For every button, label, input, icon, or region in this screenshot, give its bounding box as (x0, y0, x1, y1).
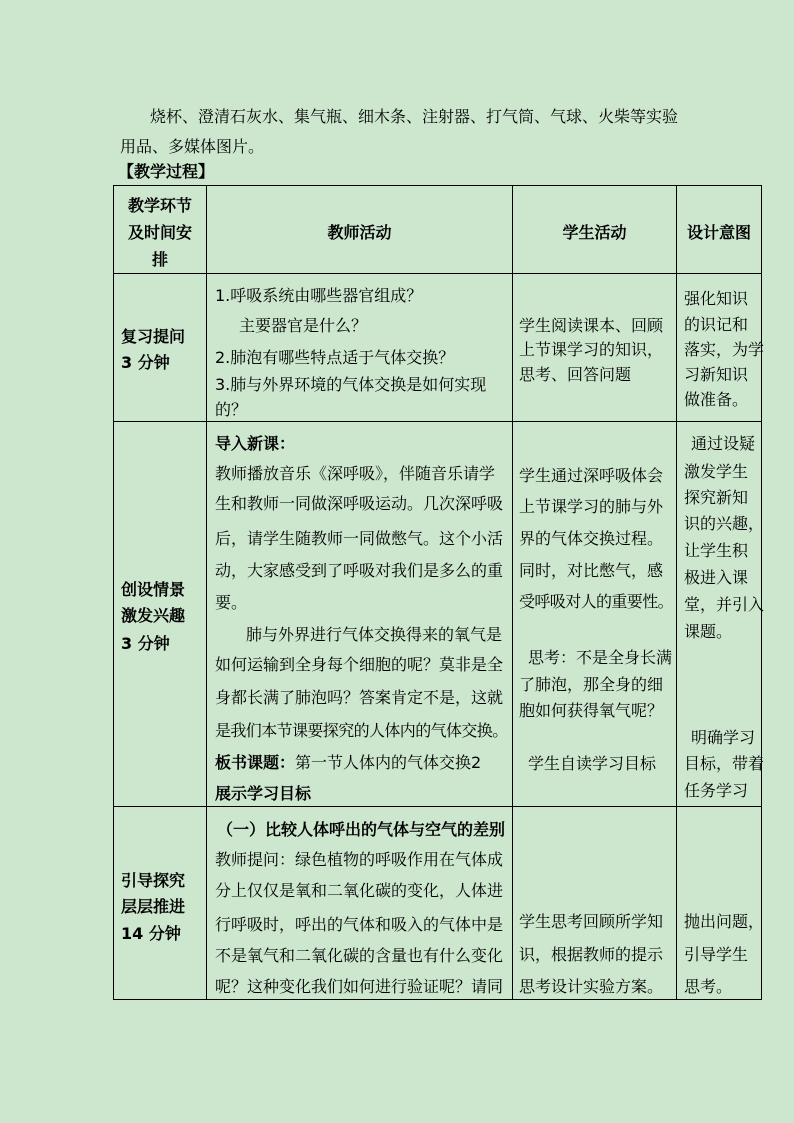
intro-new-lesson-label: 导入新课： (215, 434, 296, 453)
intent-line: 通过设疑 (691, 434, 756, 453)
teacher-line: 2.肺泡有哪些特点适于气体交换？ (215, 348, 455, 367)
intent-line: 探究新知 (684, 488, 749, 507)
student-line: 学生阅读课本、回顾 (519, 316, 664, 335)
student-line: 思考设计实验方案。 (519, 977, 664, 996)
stage-line: 层层推进 (121, 897, 186, 916)
row2-stage-cell (114, 422, 207, 807)
row2-student-cell (513, 422, 677, 807)
intent-line: 极进入课 (684, 568, 749, 587)
stage-line: 激发兴趣 (121, 606, 186, 625)
intent-line: 的识记和 (684, 315, 749, 334)
header-stage-line: 及时间安 (127, 223, 192, 242)
lesson-process-table (113, 185, 765, 1000)
teacher-line: 教师提问：绿色植物的呼吸作用在气体成 (215, 850, 504, 869)
teacher-line: 3.肺与外界环境的气体交换是如何实现 (215, 375, 487, 394)
intent-line: 目标，带着 (684, 754, 765, 773)
subsection-heading: （一）比较人体呼出的气体与空气的差别 (217, 820, 506, 839)
intent-line: 落实，为学 (684, 340, 765, 359)
stage-line: 14 分钟 (121, 924, 181, 943)
intent-line: 强化知识 (684, 289, 749, 308)
row3-student-cell (513, 807, 677, 1000)
student-line: 思考、回答问题 (519, 365, 632, 384)
teacher-line: 不是氧气和二氧化碳的含量也有什么变化 (215, 946, 504, 965)
intent-line: 识的兴趣， (684, 514, 765, 533)
teacher-line: 如何运输到全身每个细胞的呢？莫非是全 (215, 655, 504, 674)
intent-line: 堂，并引入 (684, 595, 765, 614)
student-line: 同时，对比憋气，感 (519, 561, 664, 580)
student-line: 学生思考回顾所学知 (519, 912, 664, 931)
teacher-line: 肺与外界进行气体交换得来的氧气是 (246, 625, 503, 644)
teacher-line: 是我们本节课要探究的人体内的气体交换。 (215, 721, 508, 740)
teacher-line: 1.呼吸系统由哪些器官组成？ (215, 286, 423, 305)
header-student-label: 学生活动 (562, 223, 627, 242)
materials-line-1: 烧杯、澄清石灰水、集气瓶、细木条、注射器、打气筒、气球、火柴等实验 (150, 107, 679, 126)
stage-line: 3 分钟 (121, 353, 170, 372)
teacher-line: 后，请学生随教师一同做憋气。这个小活 (215, 529, 504, 548)
student-line: 界的气体交换过程。 (519, 529, 664, 548)
header-teacher-label: 教师活动 (327, 223, 392, 242)
student-line: 思考：不是全身长满 (528, 648, 673, 667)
student-line: 胞如何获得氧气呢？ (519, 701, 664, 720)
intent-line: 明确学习 (691, 728, 756, 747)
header-stage-line: 排 (151, 250, 168, 269)
teacher-line: 要。 (215, 593, 248, 612)
header-stage-line: 教学环节 (127, 196, 192, 215)
intent-line: 激发学生 (684, 462, 749, 481)
student-line: 学生通过深呼吸体会 (519, 466, 664, 485)
intent-line: 抛出问题， (684, 912, 765, 931)
intent-line: 习新知识 (684, 365, 749, 384)
row3-stage-cell (114, 807, 207, 1000)
stage-line: 引导探究 (121, 871, 186, 890)
header-intent-label: 设计意图 (686, 223, 751, 242)
intent-line: 让学生积 (684, 541, 749, 560)
intent-line: 做准备。 (684, 390, 749, 409)
show-objectives-label: 展示学习目标 (215, 784, 312, 803)
intent-line: 任务学习 (684, 781, 749, 800)
intent-line: 课题。 (684, 622, 733, 641)
student-line: 上节课学习的肺与外 (519, 497, 664, 516)
stage-line: 创设情景 (121, 580, 186, 599)
section-heading: 【教学过程】 (118, 162, 215, 181)
row1-teacher-cell (207, 274, 513, 422)
teacher-line: 身都长满了肺泡吗？答案肯定不是，这就 (215, 688, 504, 707)
student-line: 识，根据教师的提示 (519, 945, 664, 964)
row3-intent-cell (677, 807, 765, 1000)
teacher-line: 呢？这种变化我们如何进行验证呢？请同 (215, 977, 504, 996)
header-intent-cell (677, 186, 762, 274)
row1-intent-cell (677, 274, 765, 422)
row3-teacher-cell (207, 807, 513, 1000)
teacher-line: 主要器官是什么？ (239, 316, 368, 335)
board-title-line (215, 753, 481, 773)
teacher-line: 生和教师一同做深呼吸运动。几次深呼吸 (215, 494, 504, 513)
stage-line: 3 分钟 (121, 634, 170, 653)
header-student-cell (513, 186, 677, 274)
student-line: 受呼吸对人的重要性。 (519, 592, 674, 611)
teacher-line: 分上仅仅是氧和二氧化碳的变化，人体进 (215, 881, 504, 900)
teacher-line: 行呼吸时，呼出的气体和吸入的气体中是 (215, 915, 504, 934)
stage-line: 复习提问 (121, 327, 186, 346)
student-line: 了肺泡，那全身的细 (519, 675, 664, 694)
intent-line: 思考。 (684, 977, 733, 996)
teacher-line: 的？ (215, 400, 248, 419)
teacher-line: 动，大家感受到了呼吸对我们是多么的重 (215, 561, 504, 580)
intent-line: 引导学生 (684, 945, 749, 964)
row1-student-cell (513, 274, 677, 422)
header-stage-cell (114, 186, 207, 274)
header-teacher-cell (207, 186, 513, 274)
materials-line-2: 用品、多媒体图片。 (120, 137, 265, 156)
row2-intent-cell (677, 422, 765, 807)
row1-stage-cell (114, 274, 207, 422)
teacher-line: 教师播放音乐《深呼吸》，伴随音乐请学 (215, 464, 496, 483)
student-line: 上节课学习的知识， (519, 340, 664, 359)
board-title-label: 板书课题： (215, 753, 296, 772)
row2-teacher-cell (207, 422, 513, 807)
board-title-text: 第一节人体内的气体交换2 (295, 753, 482, 772)
student-line: 学生自读学习目标 (528, 754, 657, 773)
